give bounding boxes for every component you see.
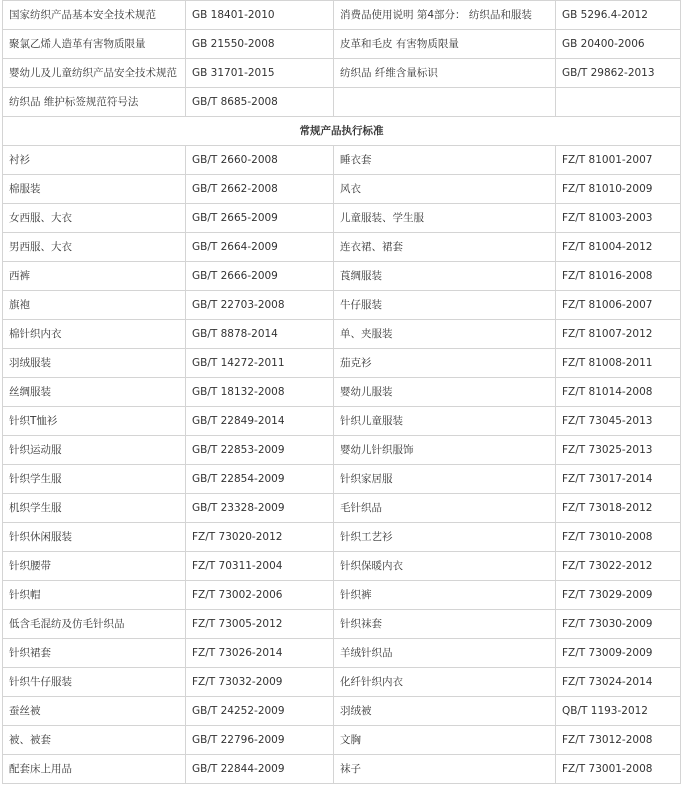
product-name-cell: 棉针织内衣: [3, 320, 186, 349]
product-name-cell: 聚氯乙烯人造革有害物质限量: [3, 30, 186, 59]
standard-code-cell: FZ/T 73022-2012: [556, 552, 681, 581]
product-name-cell: 针织帽: [3, 581, 186, 610]
product-name-cell: 国家纺织产品基本安全技术规范: [3, 1, 186, 30]
product-name-cell: 消费品使用说明 第4部分： 纺织品和服装: [334, 1, 556, 30]
standard-code-cell: GB/T 18132-2008: [186, 378, 334, 407]
standard-code-cell: FZ/T 73018-2012: [556, 494, 681, 523]
product-name-cell: 纺织品 纤维含量标识: [334, 59, 556, 88]
standard-code-cell: FZ/T 81014-2008: [556, 378, 681, 407]
standard-code-cell: GB/T 8685-2008: [186, 88, 334, 117]
standard-code-cell: FZ/T 73012-2008: [556, 726, 681, 755]
standard-code-cell: FZ/T 81003-2003: [556, 204, 681, 233]
standards-table: [2, 0, 681, 784]
standard-code-cell: FZ/T 73030-2009: [556, 610, 681, 639]
standard-code-cell: FZ/T 81008-2011: [556, 349, 681, 378]
table-row: [3, 262, 681, 291]
product-name-cell: 文胸: [334, 726, 556, 755]
product-name-cell: 针织T恤衫: [3, 407, 186, 436]
product-name-cell: 旗袍: [3, 291, 186, 320]
product-name-cell: 针织学生服: [3, 465, 186, 494]
standard-code-cell: GB/T 23328-2009: [186, 494, 334, 523]
standard-code-cell: GB/T 22844-2009: [186, 755, 334, 784]
table-row: [3, 436, 681, 465]
product-name-cell: 针织袜套: [334, 610, 556, 639]
standard-code-cell: FZ/T 73025-2013: [556, 436, 681, 465]
product-name-cell: 毛针织品: [334, 494, 556, 523]
table-row: [3, 697, 681, 726]
product-name-cell: 针织裤: [334, 581, 556, 610]
table-row: [3, 204, 681, 233]
standard-code-cell: GB/T 22854-2009: [186, 465, 334, 494]
standard-code-cell: FZ/T 81016-2008: [556, 262, 681, 291]
product-name-cell: 针织牛仔服装: [3, 668, 186, 697]
product-name-cell: 针织休闲服装: [3, 523, 186, 552]
table-row: [3, 639, 681, 668]
product-name-cell: 女西服、大衣: [3, 204, 186, 233]
product-name-cell: 婴幼儿服装: [334, 378, 556, 407]
table-row: [3, 146, 681, 175]
standard-code-cell: GB/T 22796-2009: [186, 726, 334, 755]
table-row: [3, 494, 681, 523]
standard-code-cell: GB 31701-2015: [186, 59, 334, 88]
product-name-cell: 羽绒服装: [3, 349, 186, 378]
standard-code-cell: FZ/T 81007-2012: [556, 320, 681, 349]
standard-code-cell: GB/T 22849-2014: [186, 407, 334, 436]
standard-code-cell: FZ/T 73002-2006: [186, 581, 334, 610]
table-row: [3, 407, 681, 436]
product-name-cell: 牛仔服装: [334, 291, 556, 320]
product-name-cell: 男西服、大衣: [3, 233, 186, 262]
product-name-cell: 棉服装: [3, 175, 186, 204]
empty-cell: [334, 88, 556, 117]
product-name-cell: 婴幼儿及儿童纺织产品安全技术规范: [3, 59, 186, 88]
standard-code-cell: QB/T 1193-2012: [556, 697, 681, 726]
standard-code-cell: GB/T 2664-2009: [186, 233, 334, 262]
product-name-cell: 茄克衫: [334, 349, 556, 378]
product-name-cell: 蚕丝被: [3, 697, 186, 726]
standard-code-cell: GB 18401-2010: [186, 1, 334, 30]
product-name-cell: 配套床上用品: [3, 755, 186, 784]
product-name-cell: 羊绒针织品: [334, 639, 556, 668]
product-name-cell: 袜子: [334, 755, 556, 784]
standard-code-cell: FZ/T 73020-2012: [186, 523, 334, 552]
table-row: [3, 726, 681, 755]
standard-code-cell: GB/T 2666-2009: [186, 262, 334, 291]
product-name-cell: 单、夹服装: [334, 320, 556, 349]
standard-code-cell: FZ/T 73005-2012: [186, 610, 334, 639]
table-row: [3, 88, 681, 117]
empty-cell: [556, 88, 681, 117]
standard-code-cell: FZ/T 73029-2009: [556, 581, 681, 610]
standard-code-cell: GB/T 29862-2013: [556, 59, 681, 88]
standard-code-cell: FZ/T 73017-2014: [556, 465, 681, 494]
standard-code-cell: FZ/T 73026-2014: [186, 639, 334, 668]
standard-code-cell: GB/T 2660-2008: [186, 146, 334, 175]
standard-code-cell: FZ/T 73045-2013: [556, 407, 681, 436]
table-row: [3, 1, 681, 30]
product-name-cell: 连衣裙、裙套: [334, 233, 556, 262]
section-title: 常规产品执行标准: [3, 117, 681, 146]
product-standards-section: [3, 146, 681, 784]
product-name-cell: 针织儿童服装: [334, 407, 556, 436]
table-row: [3, 668, 681, 697]
standard-code-cell: FZ/T 81004-2012: [556, 233, 681, 262]
standard-code-cell: GB/T 24252-2009: [186, 697, 334, 726]
product-name-cell: 化纤针织内衣: [334, 668, 556, 697]
product-name-cell: 机织学生服: [3, 494, 186, 523]
product-name-cell: 针织保暖内衣: [334, 552, 556, 581]
product-name-cell: 针织工艺衫: [334, 523, 556, 552]
product-name-cell: 针织运动服: [3, 436, 186, 465]
table-row: [3, 610, 681, 639]
standard-code-cell: FZ/T 73001-2008: [556, 755, 681, 784]
standard-code-cell: GB 5296.4-2012: [556, 1, 681, 30]
product-name-cell: 羽绒被: [334, 697, 556, 726]
table-row: [3, 552, 681, 581]
product-name-cell: 低含毛混纺及仿毛针织品: [3, 610, 186, 639]
product-name-cell: 衬衫: [3, 146, 186, 175]
standard-code-cell: GB/T 2665-2009: [186, 204, 334, 233]
standard-code-cell: FZ/T 81010-2009: [556, 175, 681, 204]
standard-code-cell: FZ/T 81001-2007: [556, 146, 681, 175]
product-name-cell: 儿童服装、学生服: [334, 204, 556, 233]
product-name-cell: 婴幼儿针织服饰: [334, 436, 556, 465]
table-row: [3, 755, 681, 784]
table-row: [3, 175, 681, 204]
product-name-cell: 西裤: [3, 262, 186, 291]
product-name-cell: 针织家居服: [334, 465, 556, 494]
product-name-cell: 莨绸服装: [334, 262, 556, 291]
section-header-row: [3, 117, 681, 146]
product-name-cell: 针织腰带: [3, 552, 186, 581]
table-row: [3, 523, 681, 552]
table-row: [3, 349, 681, 378]
standard-code-cell: FZ/T 73010-2008: [556, 523, 681, 552]
product-name-cell: 被、被套: [3, 726, 186, 755]
product-name-cell: 丝绸服装: [3, 378, 186, 407]
product-name-cell: 风衣: [334, 175, 556, 204]
standard-code-cell: FZ/T 73009-2009: [556, 639, 681, 668]
standard-code-cell: GB/T 22853-2009: [186, 436, 334, 465]
standard-code-cell: GB 21550-2008: [186, 30, 334, 59]
standard-code-cell: FZ/T 70311-2004: [186, 552, 334, 581]
standard-code-cell: GB/T 14272-2011: [186, 349, 334, 378]
table-row: [3, 233, 681, 262]
safety-standards-section: [3, 1, 681, 146]
standard-code-cell: FZ/T 73032-2009: [186, 668, 334, 697]
product-name-cell: 针织裙套: [3, 639, 186, 668]
table-row: [3, 291, 681, 320]
table-row: [3, 378, 681, 407]
product-name-cell: 纺织品 维护标签规范符号法: [3, 88, 186, 117]
table-row: [3, 465, 681, 494]
standard-code-cell: GB/T 2662-2008: [186, 175, 334, 204]
table-row: [3, 581, 681, 610]
product-name-cell: 皮革和毛皮 有害物质限量: [334, 30, 556, 59]
standard-code-cell: GB 20400-2006: [556, 30, 681, 59]
standard-code-cell: GB/T 8878-2014: [186, 320, 334, 349]
standard-code-cell: GB/T 22703-2008: [186, 291, 334, 320]
standard-code-cell: FZ/T 81006-2007: [556, 291, 681, 320]
table-row: [3, 59, 681, 88]
table-row: [3, 320, 681, 349]
product-name-cell: 睡衣套: [334, 146, 556, 175]
table-row: [3, 30, 681, 59]
standard-code-cell: FZ/T 73024-2014: [556, 668, 681, 697]
